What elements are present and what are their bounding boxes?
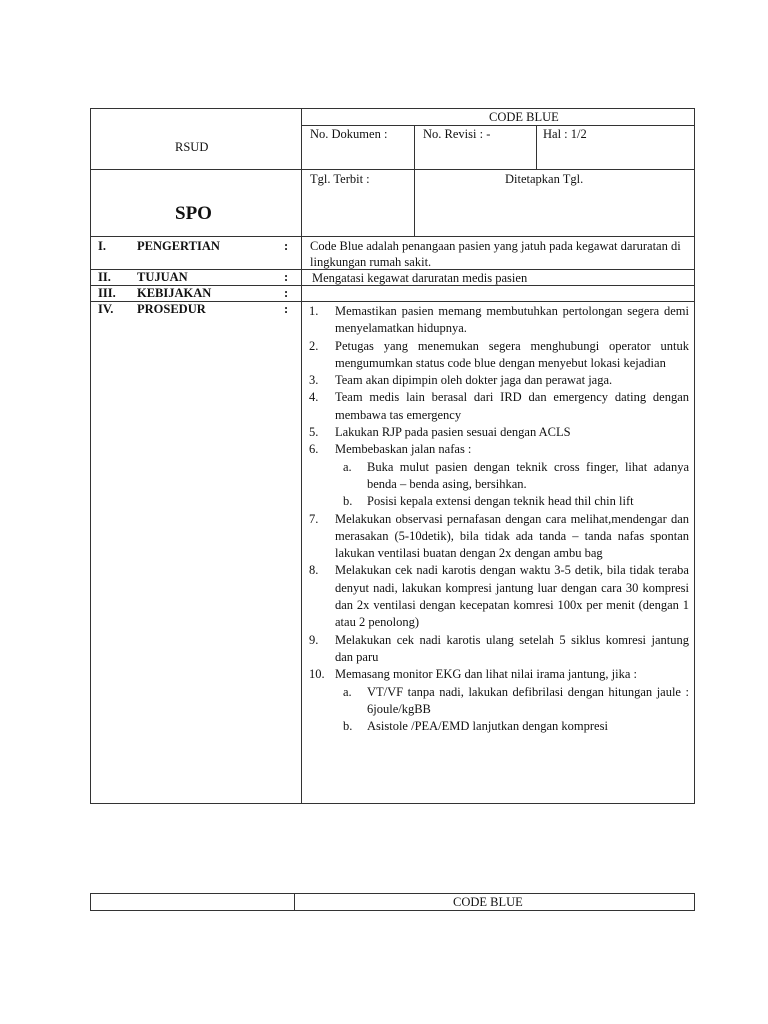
footer-title: CODE BLUE (453, 895, 523, 909)
sub-step: b. Posisi kepala extensi dengan teknik head thil chin lift (343, 494, 634, 509)
section-num: IV. (98, 302, 114, 316)
sub-step: a. Buka mulut pasien dengan teknik cross finger, lihat adanya benda – benda asing, bersihkan. (343, 459, 689, 491)
procedure-step: 7. Melakukan observasi pernafasan dengan cara melihat,mendengar dan merasakan (5-10detik), bila tidak ada tanda – tanda nafas spontan lakukan ventilasi buatan dengan 2x dengan ambu bag (309, 511, 689, 561)
section-name: KEBIJAKAN (137, 286, 212, 300)
hal-label: Hal : 1/2 (543, 127, 587, 141)
section-colon: : (284, 302, 289, 316)
procedure-step: 8. Melakukan cek nadi karotis dengan waktu 3-5 detik, bila tidak teraba denyut nadi, lakukan kompresi jantung luar dengan cara 30 kompresi dan 2x ventilasi dengan kecepatan komresi 100x per menit (dengan 1 atau 2 penolong) (309, 563, 689, 630)
sub-step: a. VT/VF tanpa nadi, lakukan defibrilasi dengan hitungan jaule : 6joule/kgBB (343, 684, 689, 716)
procedure-step: 10. Memasang monitor EKG dan lihat nilai irama jantung, jika : a. VT/VF tanpa nadi, lakukan defibrilasi dengan hitungan jaule : 6joule/kgBB b. Asistole /PEA/EMD lanjutkan dengan kompresi (309, 666, 689, 735)
section-num: I. (98, 239, 106, 253)
header-table (90, 108, 695, 237)
header-title: CODE BLUE (489, 110, 559, 124)
sub-list (335, 459, 689, 511)
next-page-header (90, 893, 695, 911)
content-table (90, 237, 695, 804)
procedure-step: 5. Lakukan RJP pada pasien sesuai dengan ACLS (309, 425, 571, 440)
sub-list (335, 684, 689, 736)
procedure-step: 1. Memastikan pasien memang membutuhkan pertolongan segera demi menyelamatkan hidupnya. (309, 304, 689, 336)
sub-step: b. Asistole /PEA/EMD lanjutkan dengan kompresi (343, 719, 608, 734)
ditetapkan-label: Ditetapkan Tgl. (505, 172, 584, 186)
procedure-step: 2. Petugas yang menemukan segera menghubungi operator untuk mengumumkan status code blue dengan menyebut lokasi kejadian (309, 338, 689, 370)
section-colon: : (284, 239, 289, 253)
no-revisi-label: No. Revisi : - (423, 127, 491, 141)
header-org: RSUD (175, 140, 209, 154)
procedure-list (309, 303, 689, 735)
pengertian-text: Code Blue adalah penangaan pasien yang jatuh pada kegawat daruratan di lingkungan rumah sakit. (310, 239, 681, 269)
tgl-terbit-label: Tgl. Terbit : (310, 172, 370, 186)
procedure-step: 3. Team akan dipimpin oleh dokter jaga dan perawat jaga. (309, 373, 613, 388)
no-dokumen-label: No. Dokumen : (310, 127, 388, 141)
tujuan-text: Mengatasi kegawat daruratan medis pasien (312, 271, 528, 285)
procedure-step: 4. Team medis lain berasal dari IRD dan emergency dating dengan membawa tas emergency (309, 390, 689, 422)
procedure-step: 6. Membebaskan jalan nafas : a. Buka mulut pasien dengan teknik cross finger, lihat adanya benda – benda asing, bersihkan. b. Posisi kepala extensi dengan teknik head thil chin lift (309, 441, 689, 510)
section-colon: : (284, 286, 289, 300)
header-doc-type: SPO (175, 203, 212, 224)
section-num: III. (98, 286, 116, 300)
section-colon: : (284, 270, 289, 284)
procedure-step: 9. Melakukan cek nadi karotis ulang setelah 5 siklus komresi jantung dan paru (309, 632, 689, 664)
section-num: II. (98, 270, 111, 284)
section-name: PENGERTIAN (137, 239, 220, 253)
section-name: PROSEDUR (137, 302, 206, 316)
section-name: TUJUAN (137, 270, 188, 284)
